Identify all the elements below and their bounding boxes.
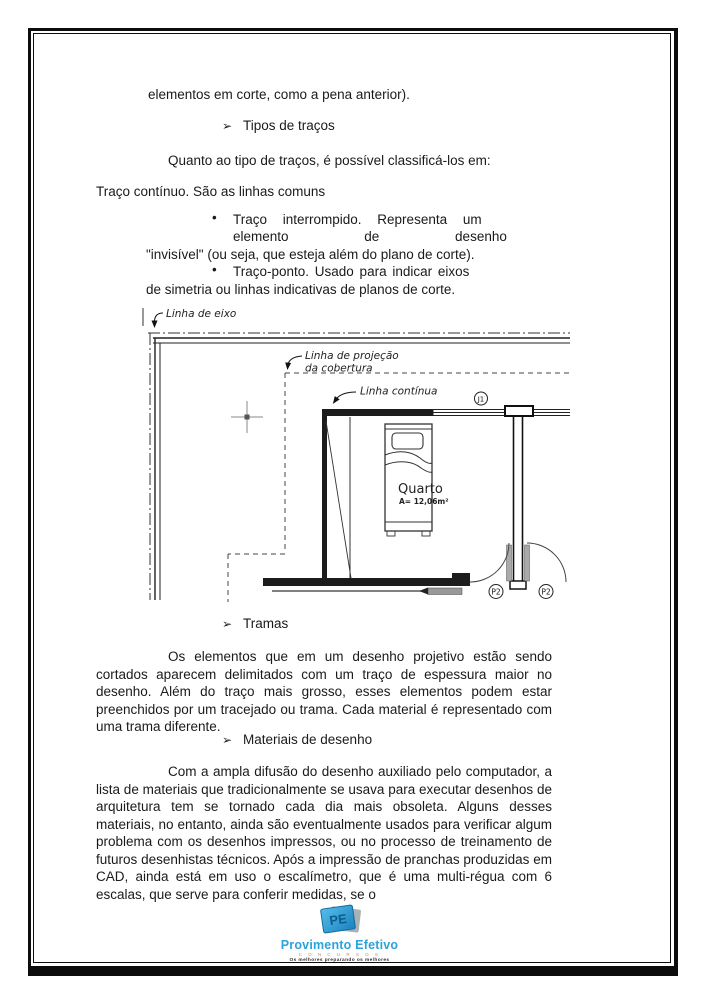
bullet-icon: • xyxy=(212,262,217,277)
footer-logo xyxy=(0,903,679,963)
closet-diagonal xyxy=(326,421,351,578)
svg-text:P2: P2 xyxy=(491,587,501,597)
door-tag xyxy=(539,585,553,599)
logo-monogram: PE xyxy=(327,910,348,929)
heading-arrow-icon: ➢ xyxy=(222,617,233,631)
line-traco-continuo: Traço contínuo. São as linhas comuns xyxy=(96,184,326,199)
logo-cube-icon xyxy=(314,903,366,937)
label-linha-projecao-2: da cobertura xyxy=(305,362,373,375)
leader-projecao xyxy=(288,356,303,369)
heading-tramas xyxy=(222,616,288,631)
column-cap xyxy=(505,406,533,416)
label-linha-de-eixo: Linha de eixo xyxy=(166,308,237,320)
heading-materiais xyxy=(222,732,372,747)
door-arrow xyxy=(419,588,428,595)
room-wall-top xyxy=(322,409,433,416)
door-swing-arc-right xyxy=(527,543,566,582)
heading-tipos-de-tracos xyxy=(222,118,335,133)
bullet-interrompido-line2: elemento de desenho xyxy=(233,229,507,244)
paragraph-tramas: Os elementos que em um desenho projetivo estão sendo cortados aparecem delimitados com um traço de espessura maior no desenho. Além do traço mais grosso, esses elementos podem estar preenchidos por um tracejado ou trama. Cada material é representado com uma trama diferente. xyxy=(96,649,552,734)
bed xyxy=(385,424,432,536)
room-wall-bottom-step xyxy=(452,573,470,579)
room-wall-bottom xyxy=(263,578,470,586)
paragraph-materiais: Com a ampla difusão do desenho auxiliado pelo computador, a lista de materiais que tradicionalmente se usava para executar desenhos de arquitetura tem se tornado cada dia mais obsoleta. Alguns desses materiais, no entanto, ainda são eventualmente usados para verificar algum problema com os desenhos impressos, ou no processo de treinamento de futuros desenhistas técnicos. Após a impressão de pranchas produzidas em CAD, ainda está em uso o escalímetro, que é uma multi-régua com 6 escalas, que serve para conferir medidas, se o xyxy=(96,764,552,902)
heading-arrow-icon: ➢ xyxy=(222,733,233,747)
paragraph-quanto: Quanto ao tipo de traços, é possível classificá-los em: xyxy=(168,153,491,168)
svg-text:J1: J1 xyxy=(477,395,485,404)
door-tag xyxy=(489,585,503,599)
svg-text:P2: P2 xyxy=(541,587,551,597)
brand-name: Provimento Efetivo xyxy=(280,938,399,952)
bullet-interrompido-line3: "invisível" (ou seja, que esteja além do plano de corte). xyxy=(146,247,475,262)
bullet-icon: • xyxy=(212,210,217,225)
leader-continua xyxy=(334,392,357,403)
intro-line: elementos em corte, como a pena anterior). xyxy=(148,87,410,102)
leader-eixo xyxy=(155,313,164,327)
door-leaf-bottom xyxy=(428,588,462,595)
bullet-traco-ponto-line2: de simetria ou linhas indicativas de planos de corte. xyxy=(146,282,456,297)
label-linha-continua: Linha contínua xyxy=(360,385,438,398)
room-wall-left xyxy=(322,409,327,579)
wall-end-cap xyxy=(510,581,526,589)
label-linha-projecao-1: Linha de projeção xyxy=(305,350,399,362)
window-tag xyxy=(475,392,488,405)
center-mark xyxy=(231,401,263,433)
door-leaf-right xyxy=(525,545,530,581)
heading-materiais-label: Materiais de desenho xyxy=(243,732,373,747)
door-swing-arc-left xyxy=(470,543,509,582)
heading-tramas-label: Tramas xyxy=(243,616,289,631)
bullet-traco-ponto-line1: Traço-ponto. Usado para indicar eixos xyxy=(233,264,470,279)
brand-subtitle: C O N C U R S O S xyxy=(298,952,381,957)
room-area-label: A= 12,06m² xyxy=(399,497,449,506)
room-name-label: Quarto xyxy=(398,482,443,497)
brand-tagline: Os melhores preparando os melhores xyxy=(289,958,390,963)
window-lines xyxy=(433,409,570,416)
floor-plan-figure xyxy=(140,300,570,612)
heading-tipos-label: Tipos de traços xyxy=(243,118,335,133)
bullet-interrompido-line1: Traço interrompido. Representa um xyxy=(233,212,482,227)
door-leaf-left xyxy=(507,545,512,581)
heading-arrow-icon: ➢ xyxy=(222,119,233,133)
